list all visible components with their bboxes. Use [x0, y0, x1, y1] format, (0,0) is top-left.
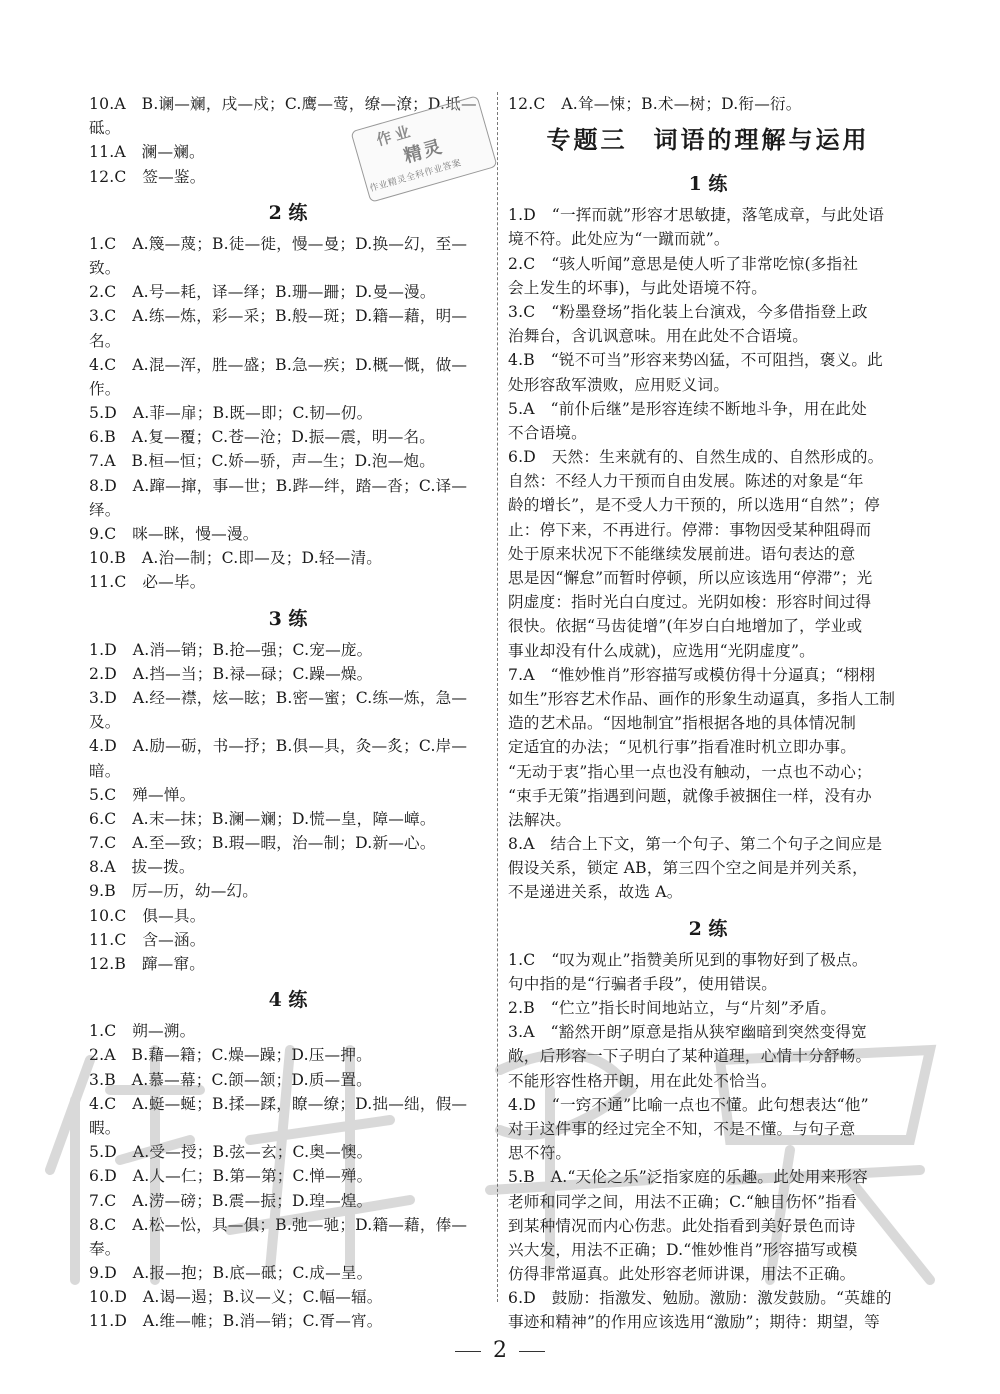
explanation-line: 仿得非常逼真。此处形容老师讲课，用法不正确。 — [508, 1265, 856, 1284]
explanation-line: 治舞台，含讥讽意味。用在此处不合语境。 — [508, 327, 809, 346]
explanation-line: 龄的增长”，是不受人力干预的，所以选用“自然”；停 — [508, 496, 880, 515]
explanation-line: 6.D 鼓励：指激发、勉励。激励：激发鼓励。“英雄的 — [508, 1289, 892, 1308]
explanation-line: 2.C “骇人听闻”意思是使人听了非常吃惊(多指社 — [508, 254, 859, 273]
answer-line: 5.C 殚—惮。 — [89, 785, 196, 804]
answer-line: 10.B A.治—制；C.即—及；D.轻—清。 — [89, 549, 383, 568]
topic-title — [508, 120, 908, 160]
answer-line: 作。 — [89, 379, 121, 398]
explanation-line: 造的艺术品。“因地制宜”指根据各地的具体情况制 — [508, 714, 857, 733]
answer-line: 1.C A.篾—蔑；B.徒—徙，慢—曼；D.换—幻，至— — [89, 234, 468, 253]
answer-line: 砥。 — [89, 119, 121, 138]
answer-line: 11.C 含—涵。 — [89, 930, 206, 949]
answer-line: 11.C 必—毕。 — [89, 573, 206, 592]
explanation-line: 会上发生的坏事)，与此处语境不符。 — [508, 278, 767, 297]
answer-line: 9.C 咪—眯，慢—漫。 — [89, 525, 259, 543]
answer-line: 绎。 — [89, 500, 121, 519]
answer-line: 奉。 — [89, 1239, 121, 1258]
answer-line: 10.A B.谰—斓，戌—戍；C.鹰—莺，缭—潦；D.坻— — [89, 95, 477, 113]
explanation-line: 兴大发，用法不正确；D.“惟妙惟肖”形容描写或模 — [508, 1240, 858, 1259]
answer-line: 4.C A.蜓—蜒；B.揉—蹂，瞭—缭；D.拙—绌，假— — [89, 1094, 468, 1113]
explanation-line: 老师和同学之间，用法不正确；C.“触目伤怀”指看 — [508, 1192, 857, 1211]
explanation-line: 止：停下来，不再进行。停滞：事物因受某种阻碍而 — [508, 520, 872, 539]
explanation-line: 3.A “豁然开朗”原意是指从狭窄幽暗到突然变得宽 — [508, 1023, 867, 1042]
explanation-line: 5.A “前仆后继”是形容连续不断地斗争，用在此处 — [508, 399, 867, 418]
answer-line: 7.A B.桓—恒；C.娇—骄，声—生；D.泡—炮。 — [89, 452, 436, 471]
answer-line: 3.D A.经—襟，炫—眩；B.密—蜜；C.练—炼，急— — [89, 688, 468, 707]
answer-line: 名。 — [89, 331, 121, 350]
explanation-line: 阴虚度：指时光白白度过。光阴如梭：形容时间过得 — [508, 593, 872, 612]
section-heading: 1 练 — [688, 173, 728, 196]
answer-line: 2.A B.藉—籍；C.燥—躁；D.压—押。 — [89, 1046, 372, 1065]
stamp-line-3: 作业精灵全科作业答案 — [368, 158, 463, 195]
explanation-line: 3.C “粉墨登场”指化装上台演戏，今多借指登上政 — [508, 302, 868, 321]
answer-line: 5.D A.菲—扉；B.既—即；C.韧—仞。 — [89, 404, 373, 423]
explanation-line: 句中指的是“行骗者手段”，使用错误。 — [508, 974, 778, 993]
explanation-line: 自然：不经人力干预而自由发展。陈述的对象是“年 — [508, 472, 864, 491]
explanation-line: 如生”形容艺术作品、画作的形象生动逼真，多指人工制 — [508, 689, 896, 708]
answer-line: 7.C A.涝—磅；B.震—振；D.瑝—煌。 — [89, 1191, 373, 1210]
answer-line: 致。 — [89, 258, 121, 277]
explanation-line: 思是因“懈怠”而暂时停顿，所以应该选用“停滞”；光 — [508, 569, 873, 587]
left-column — [89, 92, 487, 1334]
answer-line: 2.D A.挡—当；B.禄—碌；C.躁—燥。 — [89, 664, 373, 683]
answer-line: 11.A 澜—斓。 — [89, 143, 205, 162]
explanation-line: 很快。依据“马齿徒增”(年岁白白地增加了，学业或 — [508, 617, 863, 636]
answer-line: 7.C A.至—致；B.瑕—暇，治—制；D.新—心。 — [89, 834, 436, 853]
answer-line: 12.B 蹿—窜。 — [89, 955, 206, 973]
answer-line: 2.C A.号—耗，译—绎；B.珊—跚；D.曼—漫。 — [89, 283, 436, 302]
answer-line: 4.C A.混—浑，胜—盛；B.急—疾；D.概—慨，做— — [89, 355, 468, 374]
explanation-line: 到某种情况而内心伤悲。此处指看到美好景色而诗 — [508, 1216, 856, 1235]
explanation-line: 定适宜的办法；“见机行事”指看准时机立即办事。 — [508, 738, 857, 757]
explanation-line: 1.C “叹为观止”指赞美所见到的事物好到了极点。 — [508, 950, 868, 969]
answer-line: 4.D A.励—砺，书—抒；B.俱—具，灸—炙；C.岸— — [89, 737, 468, 756]
answer-line: 6.B A.复—覆；C.苍—沧；D.振—震，明—名。 — [89, 428, 436, 447]
explanation-line: 境不符。此处应为“一蹴而就”。 — [508, 230, 730, 249]
section-heading: 2 练 — [688, 917, 728, 940]
explanation-line: “束手无策”指遇到问题，就像手被捆住一样，没有办 — [508, 786, 872, 805]
explanation-line: 法解决。 — [508, 810, 572, 829]
answer-line: 及。 — [89, 713, 121, 732]
explanation-line: 假设关系，锁定 AB，第三四个空之间是并列关系， — [508, 859, 868, 878]
answer-line: 6.D A.人—仁；B.第—第；C.惮—殚。 — [89, 1167, 373, 1186]
explanation-line: 6.D 天然：生来就有的、自然生成的、自然形成的。 — [508, 448, 884, 467]
topic-name: 词语的理解与运用 — [653, 125, 870, 155]
column-divider — [497, 92, 498, 1302]
section-heading: 3 练 — [268, 607, 308, 630]
answer-line: 暗。 — [89, 761, 121, 780]
answer-line: 8.A 拔—拨。 — [89, 858, 195, 877]
topic-number: 专题三 — [546, 125, 628, 155]
stamp-line-1: 作业 — [374, 121, 416, 150]
explanation-line: 4.B “锐不可当”形容来势凶猛，不可阻挡，褒义。此 — [508, 351, 883, 370]
answer-line: 8.C A.松—忪，具—俱；B.弛—驰；D.籍—藉，俸— — [89, 1215, 468, 1234]
page-number-dash-left — [455, 1351, 481, 1352]
explanation-line: “无动于衷”指心里一点也没有触动，一点也不动心； — [508, 762, 872, 781]
answer-line: 6.C A.末—抹；B.澜—斓；D.慌—皇，障—嶂。 — [89, 809, 436, 828]
page-number — [0, 1336, 1000, 1366]
explanation-line: 4.D “一窍不通”比喻一点也不懂。此句想表达“他” — [508, 1095, 869, 1114]
explanation-line: 事业却没有什么成就)，应选用“光阴虚度”。 — [508, 641, 815, 660]
answer-line: 9.D A.报—抱；B.底—砥；C.成—呈。 — [89, 1264, 373, 1283]
explanation-line: 处形容敌军溃败，应用贬义词。 — [508, 375, 730, 394]
explanation-line: 5.B A.“天伦之乐”泛指家庭的乐趣。此处用来形容 — [508, 1168, 868, 1187]
explanation-line: 7.A “惟妙惟肖”形容描写或模仿得十分逼真；“栩栩 — [508, 665, 876, 684]
section-heading: 2 练 — [268, 201, 308, 224]
explanation-line: 8.A 结合上下文，第一个句子、第二个句子之间应是 — [508, 835, 883, 854]
answer-line: 5.D A.受—授；B.弦—玄；C.奥—懊。 — [89, 1143, 373, 1162]
explanation-line: 事迹和精神”的作用应该选用“激励”；期待：期望，等 — [508, 1313, 880, 1332]
explanation-line: 处于原来状况下不能继续发展前进。语句表达的意 — [508, 544, 856, 563]
explanation-line: 1.D “一挥而就”形容才思敏捷，落笔成章，与此处语 — [508, 206, 884, 225]
explanation-line: 不是递进关系，故选 A。 — [508, 883, 683, 902]
answer-line: 3.B A.慕—幕；C.颌—颔；D.质—置。 — [89, 1070, 372, 1089]
answer-line: 12.C 签—鉴。 — [89, 167, 206, 186]
answer-line: 10.D A.谒—遏；B.议—义；C.幅—辐。 — [89, 1288, 383, 1307]
section-heading: 4 练 — [268, 989, 308, 1012]
page-number-dash-right — [519, 1351, 545, 1352]
answer-line: 10.C 俱—具。 — [89, 906, 206, 925]
answer-line: 1.D A.消—销；B.抢—强；C.宠—庞。 — [89, 640, 373, 659]
answer-line: 8.D A.蹿—撺，事—世；B.跸—绊，踏—沓；C.译— — [89, 476, 468, 495]
answer-line: 11.D A.维—帷；B.消—销；C.胥—宵。 — [89, 1312, 383, 1331]
answer-line: 12.C A.耸—悚；B.术—树；D.衔—衍。 — [508, 95, 802, 113]
explanation-line: 对于这件事的经过完全不知，不是不懂。与句子意 — [508, 1119, 856, 1138]
explanation-line: 不能形容性格开朗，用在此处不恰当。 — [508, 1071, 777, 1090]
page-number-text: 2 — [493, 1338, 507, 1363]
explanation-line: 思不符。 — [508, 1144, 572, 1163]
answer-line: 3.C A.练—炼，彩—采；B.般—斑；D.籍—藉，明— — [89, 307, 468, 326]
explanation-line: 2.B “伫立”指长时间地站立，与“片刻”矛盾。 — [508, 999, 837, 1017]
explanation-line: 不合语境。 — [508, 423, 587, 442]
answer-line: 暇。 — [89, 1118, 121, 1137]
explanation-line: 敞，后形容一下子明白了某种道理，心情十分舒畅。 — [508, 1047, 872, 1066]
answer-line: 1.C 朔—溯。 — [89, 1022, 196, 1041]
right-column — [508, 92, 908, 1335]
stamp-line-2: 精灵 — [401, 136, 446, 168]
answer-line: 9.B 厉—历，幼—幻。 — [89, 882, 259, 901]
